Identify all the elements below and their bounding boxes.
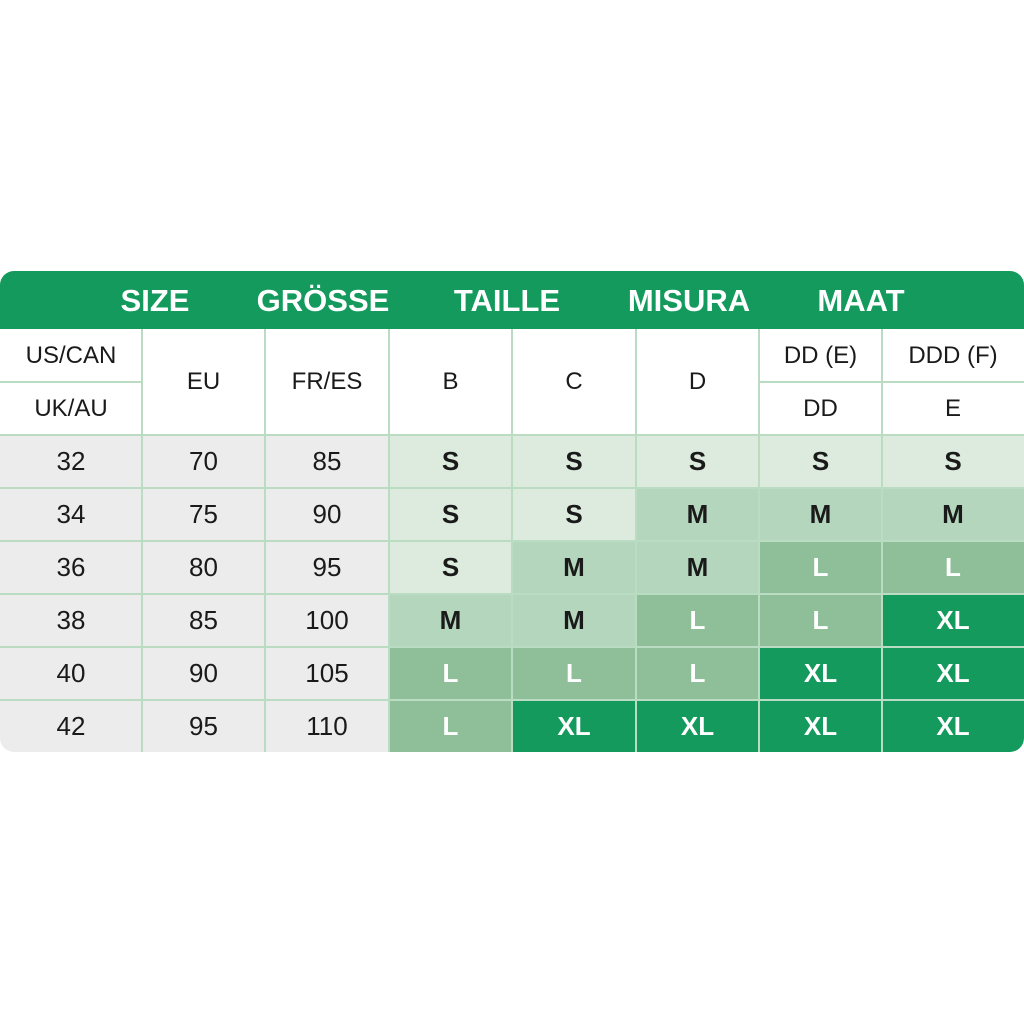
cup-dd-size-cell: XL — [759, 647, 882, 700]
cup-c-size-cell: S — [512, 435, 636, 488]
grid-line-horizontal — [759, 381, 1024, 383]
band-size-cell: 36 — [0, 541, 142, 594]
header-uk-au: UK/AU — [0, 382, 142, 435]
cup-dd-size-cell: M — [759, 488, 882, 541]
cup-dd-size-cell: L — [759, 594, 882, 647]
cup-c-size-cell: M — [512, 594, 636, 647]
grid-line-horizontal — [0, 381, 142, 383]
cup-dd-size-cell: L — [759, 541, 882, 594]
cup-d-size-cell: L — [636, 594, 759, 647]
cup-d-size-cell: M — [636, 541, 759, 594]
grid-line-horizontal — [0, 699, 1024, 701]
cup-dd-size-cell: XL — [759, 700, 882, 752]
grid-line-horizontal — [0, 540, 1024, 542]
band-size-cell: 34 — [0, 488, 142, 541]
band-size-cell: 32 — [0, 435, 142, 488]
banner-label-misura: MISURA — [627, 283, 751, 318]
cup-d-size-cell: L — [636, 647, 759, 700]
cup-b-size-cell: M — [389, 594, 512, 647]
band-size-cell: 40 — [0, 647, 142, 700]
cup-e-size-cell: XL — [882, 594, 1024, 647]
header-cup-dd: DD — [759, 382, 882, 435]
fr-es-size-cell: 105 — [265, 647, 389, 700]
fr-es-size-cell: 95 — [265, 541, 389, 594]
grid-line-horizontal — [0, 646, 1024, 648]
cup-b-size-cell: S — [389, 541, 512, 594]
banner-label-size: SIZE — [120, 283, 190, 318]
cup-e-size-cell: M — [882, 488, 1024, 541]
header-cup-e: E — [882, 382, 1024, 435]
fr-es-size-cell: 100 — [265, 594, 389, 647]
cup-e-size-cell: XL — [882, 647, 1024, 700]
cup-c-size-cell: L — [512, 647, 636, 700]
banner-label-maat: MAAT — [817, 283, 905, 318]
eu-size-cell: 95 — [142, 700, 265, 752]
size-chart — [0, 271, 1024, 752]
cup-e-size-cell: L — [882, 541, 1024, 594]
eu-size-cell: 75 — [142, 488, 265, 541]
cup-b-size-cell: L — [389, 700, 512, 752]
cup-e-size-cell: S — [882, 435, 1024, 488]
header-cup-b: B — [389, 329, 512, 435]
header-cup-dd-e: DD (E) — [759, 329, 882, 382]
fr-es-size-cell: 90 — [265, 488, 389, 541]
fr-es-size-cell: 85 — [265, 435, 389, 488]
cup-d-size-cell: M — [636, 488, 759, 541]
cup-b-size-cell: L — [389, 647, 512, 700]
cup-c-size-cell: M — [512, 541, 636, 594]
grid-line-horizontal — [0, 593, 1024, 595]
grid-line-horizontal — [0, 487, 1024, 489]
header-cup-c: C — [512, 329, 636, 435]
band-size-cell: 38 — [0, 594, 142, 647]
header-cup-ddd-f: DDD (F) — [882, 329, 1024, 382]
banner-label-taille: TAILLE — [453, 283, 561, 318]
eu-size-cell: 80 — [142, 541, 265, 594]
band-size-cell: 42 — [0, 700, 142, 752]
cup-c-size-cell: XL — [512, 700, 636, 752]
header-cup-d: D — [636, 329, 759, 435]
eu-size-cell: 85 — [142, 594, 265, 647]
cup-d-size-cell: XL — [636, 700, 759, 752]
grid-line-horizontal — [0, 434, 1024, 436]
eu-size-cell: 90 — [142, 647, 265, 700]
cup-b-size-cell: S — [389, 488, 512, 541]
fr-es-size-cell: 110 — [265, 700, 389, 752]
cup-dd-size-cell: S — [759, 435, 882, 488]
cup-e-size-cell: XL — [882, 700, 1024, 752]
banner-label-groesse: GRÖSSE — [256, 283, 390, 318]
cup-c-size-cell: S — [512, 488, 636, 541]
cup-b-size-cell: S — [389, 435, 512, 488]
header-fr-es: FR/ES — [265, 329, 389, 435]
eu-size-cell: 70 — [142, 435, 265, 488]
cup-d-size-cell: S — [636, 435, 759, 488]
header-eu: EU — [142, 329, 265, 435]
header-us-can: US/CAN — [0, 329, 142, 382]
size-chart-banner — [0, 271, 1024, 329]
